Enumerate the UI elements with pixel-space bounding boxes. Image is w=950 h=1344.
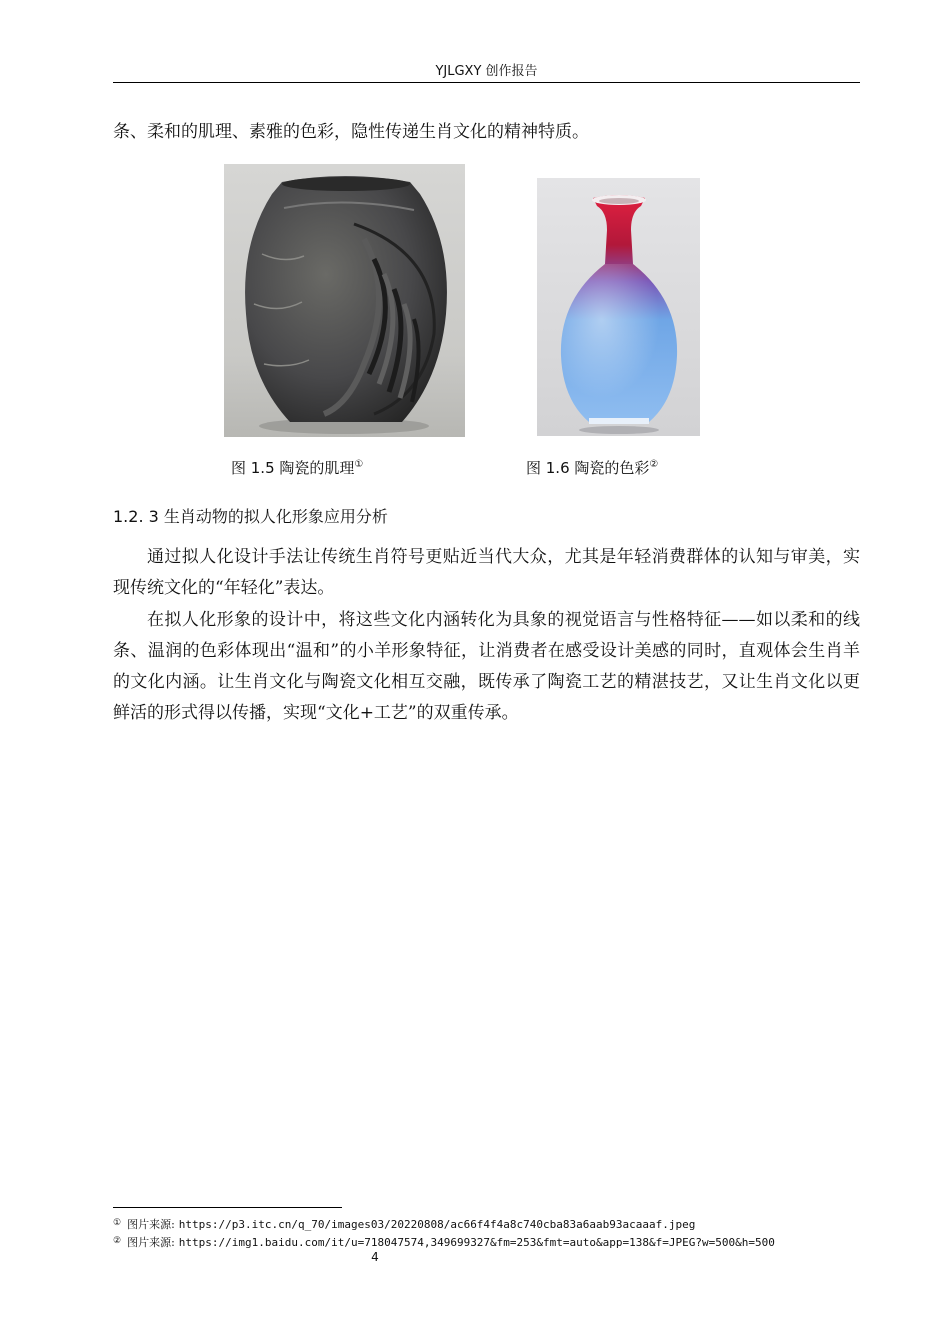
footnote-mark: ② [113, 1236, 122, 1246]
paragraph-2: 在拟人化形象的设计中，将这些文化内涵转化为具象的视觉语言与性格特征——如以柔和的线条、温润的色彩体现出“温和”的小羊形象特征，让消费者在感受设计美感的同时，直观体会生肖羊的文化内涵。让生肖文化与陶瓷文化相互交融，既传承了陶瓷工艺的精湛技艺，又让生肖文化以更鲜活的形式得以传播，实现“文化+工艺”的双重传承。 [113, 610, 860, 723]
footnote-divider [113, 1207, 342, 1208]
paragraph-1: 通过拟人化设计手法让传统生肖符号更贴近当代大众，尤其是年轻消费群体的认知与审美，实现传统文化的“年轻化”表达。 [113, 547, 860, 598]
footnote-url[interactable]: https://img1.baidu.com/it/u=718047574,349699327&fm=253&fmt=auto&app=138&f=JPEG?w=500&h=500 [178, 1236, 775, 1249]
textured-vase-image [224, 164, 465, 437]
caption-text: 图 1.6 陶瓷的色彩 [526, 459, 650, 477]
glazed-vase-image [537, 178, 700, 436]
footnote-label: 图片来源: [127, 1236, 175, 1249]
page-number: 4 [371, 1250, 379, 1264]
page-header: YJLGXY 创作报告 [113, 62, 860, 83]
footnote-url[interactable]: https://p3.itc.cn/q_70/images03/20220808/ac66f4f4a8c740cba83a6aab93acaaaf.jpeg [178, 1218, 696, 1231]
figure-caption-1-5 [231, 455, 363, 478]
figure-caption-1-6 [526, 455, 658, 478]
footnote-ref[interactable]: ① [354, 459, 364, 470]
footnote-ref[interactable]: ② [649, 459, 659, 470]
section-heading: 1.2. 3 生肖动物的拟人化形象应用分析 [113, 507, 388, 526]
footnote-2 [113, 1234, 860, 1250]
caption-text: 图 1.5 陶瓷的肌理 [231, 459, 355, 477]
paragraph-continued: 条、柔和的肌理、素雅的色彩，隐性传递生肖文化的精神特质。 [113, 122, 589, 142]
footnote-mark: ① [113, 1218, 122, 1228]
figure-ceramic-color [537, 178, 700, 436]
figure-ceramic-texture [224, 164, 465, 437]
footnote-label: 图片来源: [127, 1218, 175, 1231]
footnote-1 [113, 1216, 860, 1232]
